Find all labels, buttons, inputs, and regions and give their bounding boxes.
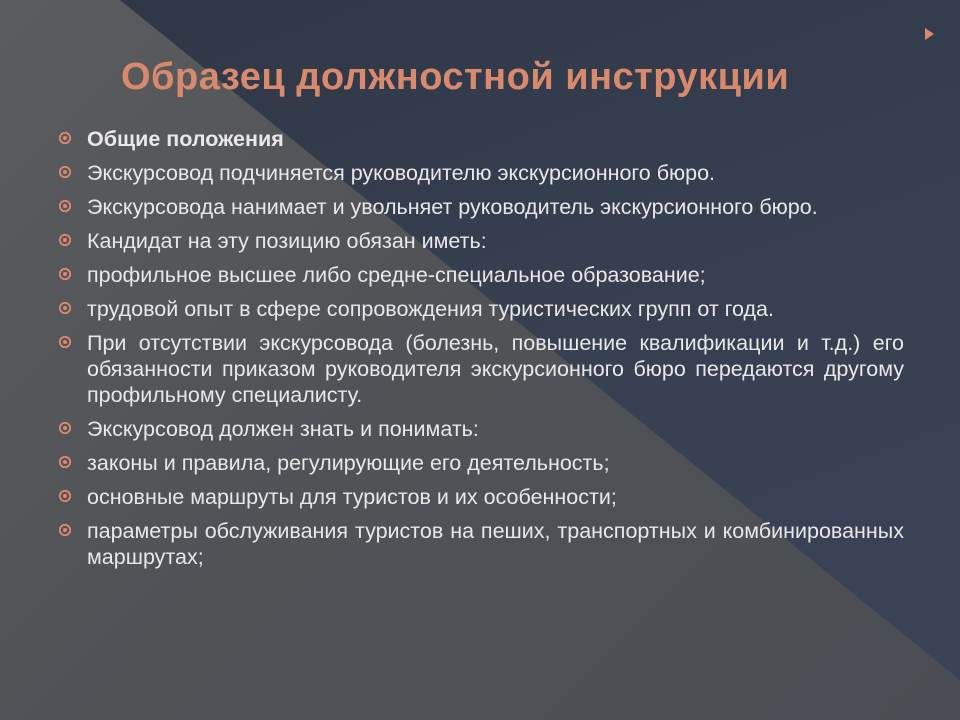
list-item-text: Экскурсовод должен знать и понимать: <box>87 417 479 441</box>
circle-bullet-icon <box>58 523 72 537</box>
circle-bullet-icon <box>58 233 72 247</box>
list-item <box>58 450 904 476</box>
circle-bullet-icon <box>58 335 72 349</box>
list-item-text: трудовой опыт в сфере сопровождения туристических групп от года. <box>87 297 774 321</box>
slide-title: Образец должностной инструкции <box>121 56 790 98</box>
list-item <box>58 484 904 510</box>
list-item-text: Экскурсовода нанимает и увольняет руководитель экскурсионного бюро. <box>87 195 818 219</box>
circle-bullet-icon <box>58 267 72 281</box>
bullet-list <box>58 126 904 578</box>
circle-bullet-icon <box>58 455 72 469</box>
list-item-text: Кандидат на эту позицию обязан иметь: <box>87 229 487 253</box>
circle-bullet-icon <box>58 165 72 179</box>
circle-bullet-icon <box>58 301 72 315</box>
list-item-text: параметры обслуживания туристов на пеших, транспортных и комбинированных маршрутах; <box>87 519 904 569</box>
circle-bullet-icon <box>58 489 72 503</box>
list-item <box>58 416 904 442</box>
list-item-text: профильное высшее либо средне-специальное образование; <box>87 263 706 287</box>
list-item-text: законы и правила, регулирующие его деятельность; <box>87 451 610 475</box>
list-item <box>58 518 904 570</box>
list-item <box>58 296 904 322</box>
list-item-text: Общие положения <box>87 127 284 151</box>
list-item <box>58 228 904 254</box>
list-item <box>58 126 904 152</box>
list-item <box>58 262 904 288</box>
list-item-text: основные маршруты для туристов и их особенности; <box>87 485 617 509</box>
triangle-arrow-icon <box>925 28 934 40</box>
circle-bullet-icon <box>58 131 72 145</box>
circle-bullet-icon <box>58 421 72 435</box>
list-item <box>58 160 904 186</box>
list-item <box>58 330 904 408</box>
list-item <box>58 194 904 220</box>
list-item-text: При отсутствии экскурсовода (болезнь, повышение квалификации и т.д.) его обязанности приказом руководителя экскурсионного бюро передаются другому профильному специалисту. <box>87 331 904 407</box>
circle-bullet-icon <box>58 199 72 213</box>
list-item-text: Экскурсовод подчиняется руководителю экскурсионного бюро. <box>87 161 716 185</box>
